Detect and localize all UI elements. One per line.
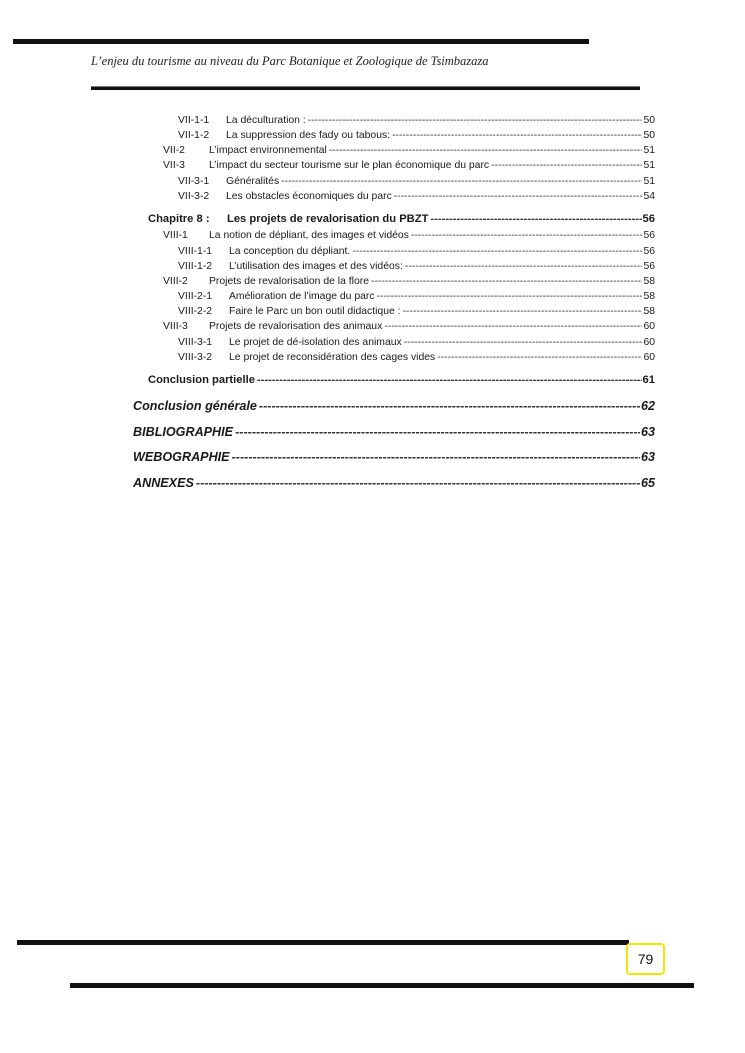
toc-entry-page: 58	[643, 276, 655, 287]
toc-entry[interactable]	[163, 321, 655, 335]
footer-bottom-rule	[70, 983, 694, 988]
toc-entry-page: 54	[643, 191, 655, 202]
toc-entry-number: VIII-2	[163, 276, 188, 287]
toc-entry-number: VIII-1	[163, 230, 188, 241]
toc-entry-title: Faire le Parc un bon outil didactique :	[229, 306, 401, 317]
toc-entry-title: Projets de revalorisation des animaux	[209, 321, 383, 332]
toc-entry-title: Conclusion partielle	[148, 374, 255, 386]
toc-entry[interactable]	[178, 291, 655, 305]
toc-entry-number: VII-1-1	[178, 115, 210, 126]
footer-top-rule	[17, 940, 629, 945]
toc-entry-page: 51	[643, 176, 655, 187]
toc-leader-dots	[352, 246, 642, 257]
toc-entry-number: VIII-1-2	[178, 261, 213, 272]
toc-leader-dots	[281, 176, 642, 187]
toc-entry-page: 51	[643, 160, 655, 171]
toc-entry[interactable]	[178, 176, 655, 190]
toc-leader-dots	[235, 425, 640, 439]
toc-entry[interactable]	[163, 145, 655, 159]
toc-leader-dots	[405, 261, 643, 272]
toc-entry[interactable]	[178, 130, 655, 144]
toc-entry-number: VII-3-1	[178, 176, 210, 187]
toc-entry-page: 51	[643, 145, 655, 156]
toc-entry-number: VII-2	[163, 145, 185, 156]
header-top-rule	[13, 39, 589, 44]
toc-leader-dots	[404, 337, 643, 348]
toc-entry-number: VIII-1-1	[178, 246, 213, 257]
toc-entry-page: 60	[643, 352, 655, 363]
toc-entry[interactable]	[178, 191, 655, 205]
toc-entry[interactable]	[178, 261, 655, 275]
header-bottom-rule	[91, 86, 640, 90]
toc-leader-dots	[371, 276, 642, 287]
toc-entry-title: L’utilisation des images et des vidéos:	[229, 261, 403, 272]
toc-leader-dots	[384, 321, 642, 332]
toc-entry-page: 56	[643, 246, 655, 257]
toc-entry[interactable]	[163, 230, 655, 244]
toc-annexes[interactable]	[133, 476, 655, 493]
toc-entry-page: 58	[643, 306, 655, 317]
toc-entry-page: 50	[643, 115, 655, 126]
toc-entry-page: 60	[643, 337, 655, 348]
toc-entry-title: L’impact du secteur tourisme sur le plan économique du parc	[209, 160, 490, 171]
toc-entry[interactable]	[178, 306, 655, 320]
toc-leader-dots	[308, 115, 643, 126]
toc-entry-title: Le projet de dé-isolation des animaux	[229, 337, 402, 348]
toc-leader-dots	[259, 399, 640, 413]
toc-entry-page: 62	[640, 399, 655, 413]
toc-entry-page: 56	[643, 230, 655, 241]
toc-entry-title: BIBLIOGRAPHIE	[133, 425, 234, 439]
toc-entry-number: VIII-2-1	[178, 291, 213, 302]
toc-entry-title: Les obstacles économiques du parc	[226, 191, 392, 202]
toc-entry-title: ANNEXES	[133, 476, 194, 490]
page-number: 79	[637, 951, 654, 967]
toc-entry-number: VIII-2-2	[178, 306, 213, 317]
toc-entry-page: 63	[640, 425, 655, 439]
toc-entry-title: L’impact environnemental	[209, 145, 327, 156]
toc-entry-page: 60	[643, 321, 655, 332]
toc-leader-dots	[377, 291, 643, 302]
toc-entry-title: La suppression des fady ou tabous:	[226, 130, 391, 141]
toc-conclusion-partielle[interactable]	[148, 374, 655, 389]
toc-leader-dots	[196, 476, 640, 490]
toc-entry-title: La déculturation :	[226, 115, 306, 126]
toc-leader-dots	[430, 213, 641, 225]
toc-entry-title: WEBOGRAPHIE	[133, 450, 230, 464]
toc-entry[interactable]	[178, 352, 655, 366]
toc-entry-number: VII-1-2	[178, 130, 210, 141]
toc-entry-number: VIII-3-2	[178, 352, 213, 363]
toc-entry-title: Généralités	[226, 176, 280, 187]
toc-entry-title: La conception du dépliant.	[229, 246, 351, 257]
toc-chapter-entry[interactable]	[148, 213, 655, 228]
toc-entry-page: 56	[642, 213, 655, 225]
toc-entry-number: Chapitre 8 :	[148, 213, 210, 225]
toc-entry-page: 56	[643, 261, 655, 272]
toc-leader-dots	[232, 450, 640, 464]
toc-entry[interactable]	[178, 115, 655, 129]
toc-webographie[interactable]	[133, 450, 655, 467]
toc-entry[interactable]	[178, 246, 655, 260]
toc-entry-title: Projets de revalorisation de la flore	[209, 276, 369, 287]
toc-leader-dots	[257, 374, 642, 386]
toc-leader-dots	[329, 145, 643, 156]
toc-bibliographie[interactable]	[133, 425, 655, 442]
toc-entry-title: Les projets de revalorisation du PBZT	[227, 213, 429, 225]
toc-entry-number: VIII-3	[163, 321, 188, 332]
toc-entry-page: 63	[640, 450, 655, 464]
toc-leader-dots	[491, 160, 642, 171]
toc-entry-page: 65	[640, 476, 655, 490]
toc-entry[interactable]	[163, 160, 655, 174]
toc-conclusion-generale[interactable]	[133, 399, 655, 416]
toc-entry[interactable]	[163, 276, 655, 290]
toc-entry-page: 61	[642, 374, 655, 386]
toc-entry[interactable]	[178, 337, 655, 351]
toc-entry-title: Conclusion générale	[133, 399, 257, 413]
toc-entry-page: 50	[643, 130, 655, 141]
toc-leader-dots	[403, 306, 643, 317]
toc-entry-title: Le projet de reconsidération des cages vides	[229, 352, 436, 363]
toc-leader-dots	[394, 191, 643, 202]
toc-entry-page: 58	[643, 291, 655, 302]
document-running-title: L’enjeu du tourisme au niveau du Parc Botanique et Zoologique de Tsimbazaza	[91, 54, 489, 68]
toc-entry-number: VII-3	[163, 160, 185, 171]
toc-leader-dots	[411, 230, 643, 241]
toc-entry-title: La notion de dépliant, des images et vidéos	[209, 230, 409, 241]
toc-leader-dots	[392, 130, 642, 141]
toc-leader-dots	[437, 352, 642, 363]
toc-entry-number: VII-3-2	[178, 191, 210, 202]
toc-entry-title: Amélioration de l’image du parc	[229, 291, 375, 302]
toc-entry-number: VIII-3-1	[178, 337, 213, 348]
page-number-box	[626, 943, 665, 975]
